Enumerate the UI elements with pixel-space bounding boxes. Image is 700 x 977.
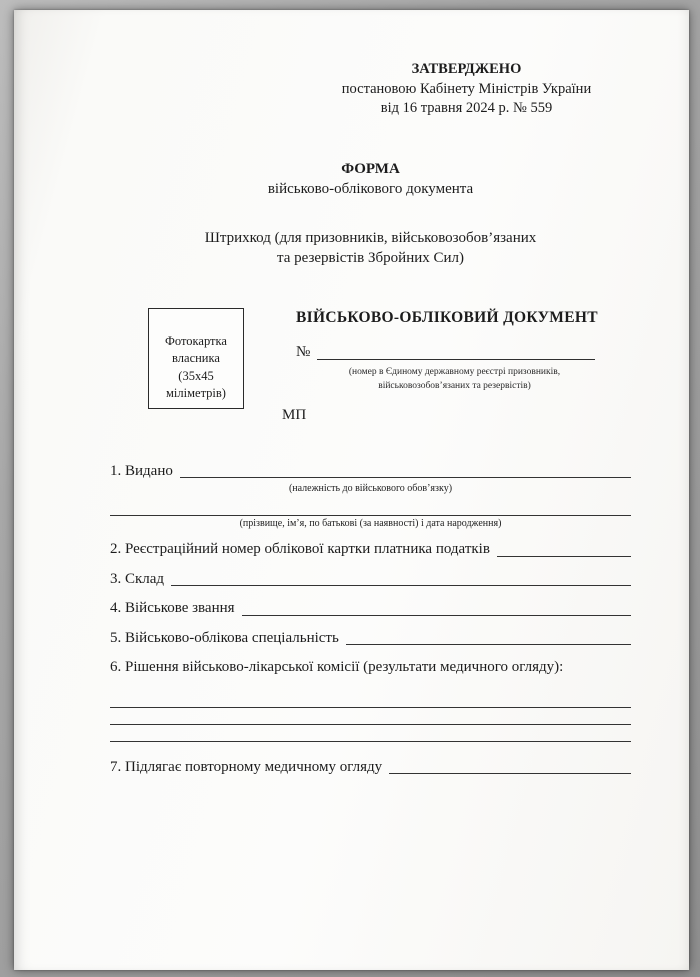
number-blank-line bbox=[317, 343, 595, 360]
photo-box-line4: міліметрів) bbox=[166, 385, 226, 400]
field-1-caption1: (належність до військового обов’язку) bbox=[288, 483, 453, 495]
number-caption-line1: (номер в Єдиному державному реєстрі призовників, bbox=[348, 366, 561, 377]
field-6-line bbox=[110, 658, 631, 678]
document-number-line bbox=[296, 343, 631, 363]
field-1-caption2: (прізвище, ім’я, по батькові (за наявності) і дата народження) bbox=[239, 517, 502, 529]
approval-heading: ЗАТВЕРДЖЕНО bbox=[411, 61, 522, 77]
field-4-line bbox=[110, 599, 631, 619]
field-6-blank-line1 bbox=[110, 691, 631, 708]
field-6-blank-line3 bbox=[110, 725, 631, 742]
form-heading-subtitle: військово-облікового документа bbox=[267, 180, 474, 197]
field-2-blank bbox=[497, 540, 631, 557]
field-5-label: 5. Військово-облікова спеціальність bbox=[110, 629, 339, 646]
field-2-line bbox=[110, 540, 631, 560]
field-3-label: 3. Склад bbox=[110, 570, 165, 587]
field-6-blank-line2 bbox=[110, 708, 631, 725]
photo-and-title-row bbox=[110, 308, 631, 426]
number-caption bbox=[314, 365, 595, 394]
document-title: ВІЙСЬКОВО-ОБЛІКОВИЙ ДОКУМЕНТ bbox=[296, 309, 598, 327]
photo-placeholder-box bbox=[148, 308, 244, 409]
barcode-note bbox=[110, 229, 631, 268]
field-3-line bbox=[110, 570, 631, 590]
field-5-blank bbox=[346, 629, 631, 646]
field-7-line bbox=[110, 758, 631, 778]
field-4-blank bbox=[242, 599, 631, 616]
field-4-label: 4. Військове звання bbox=[110, 600, 235, 617]
field-3-blank bbox=[171, 570, 631, 587]
photo-box-line1: Фотокартка bbox=[165, 334, 227, 349]
document-content bbox=[14, 10, 689, 970]
field-7-label: 7. Підлягає повторному медичному огляду bbox=[110, 758, 383, 775]
approval-authority: постановою Кабінету Міністрів України bbox=[341, 80, 592, 97]
approval-block bbox=[304, 60, 629, 119]
stamp-mark: МП bbox=[282, 407, 307, 424]
form-heading-block bbox=[110, 159, 631, 200]
photo-box-line2: власника bbox=[172, 351, 220, 366]
barcode-note-line2: та резервістів Збройних Сил) bbox=[276, 249, 465, 266]
field-1-line bbox=[110, 462, 631, 482]
number-label: № bbox=[296, 344, 311, 361]
field-1-label: 1. Видано bbox=[110, 462, 173, 479]
document-page bbox=[14, 10, 689, 970]
number-caption-line2: військовозобов’язаних та резервістів) bbox=[378, 381, 531, 392]
field-5-line bbox=[110, 629, 631, 649]
barcode-note-line1: Штрихкод (для призовників, військовозобов’язаних bbox=[204, 230, 537, 247]
document-heading bbox=[282, 308, 631, 426]
field-6-label: 6. Рішення військово-лікарської комісії (результати медичного огляду): bbox=[110, 659, 564, 676]
field-7-blank bbox=[389, 758, 631, 775]
field-1-blank bbox=[180, 462, 631, 479]
fields-section bbox=[110, 462, 631, 778]
photo-box-line3: (35х45 bbox=[178, 368, 214, 383]
field-1-blank-line2 bbox=[110, 496, 631, 516]
approval-date-number: від 16 травня 2024 р. № 559 bbox=[380, 100, 553, 117]
form-heading-title: ФОРМА bbox=[341, 160, 400, 177]
field-2-label: 2. Реєстраційний номер облікової картки платника податків bbox=[110, 541, 490, 558]
